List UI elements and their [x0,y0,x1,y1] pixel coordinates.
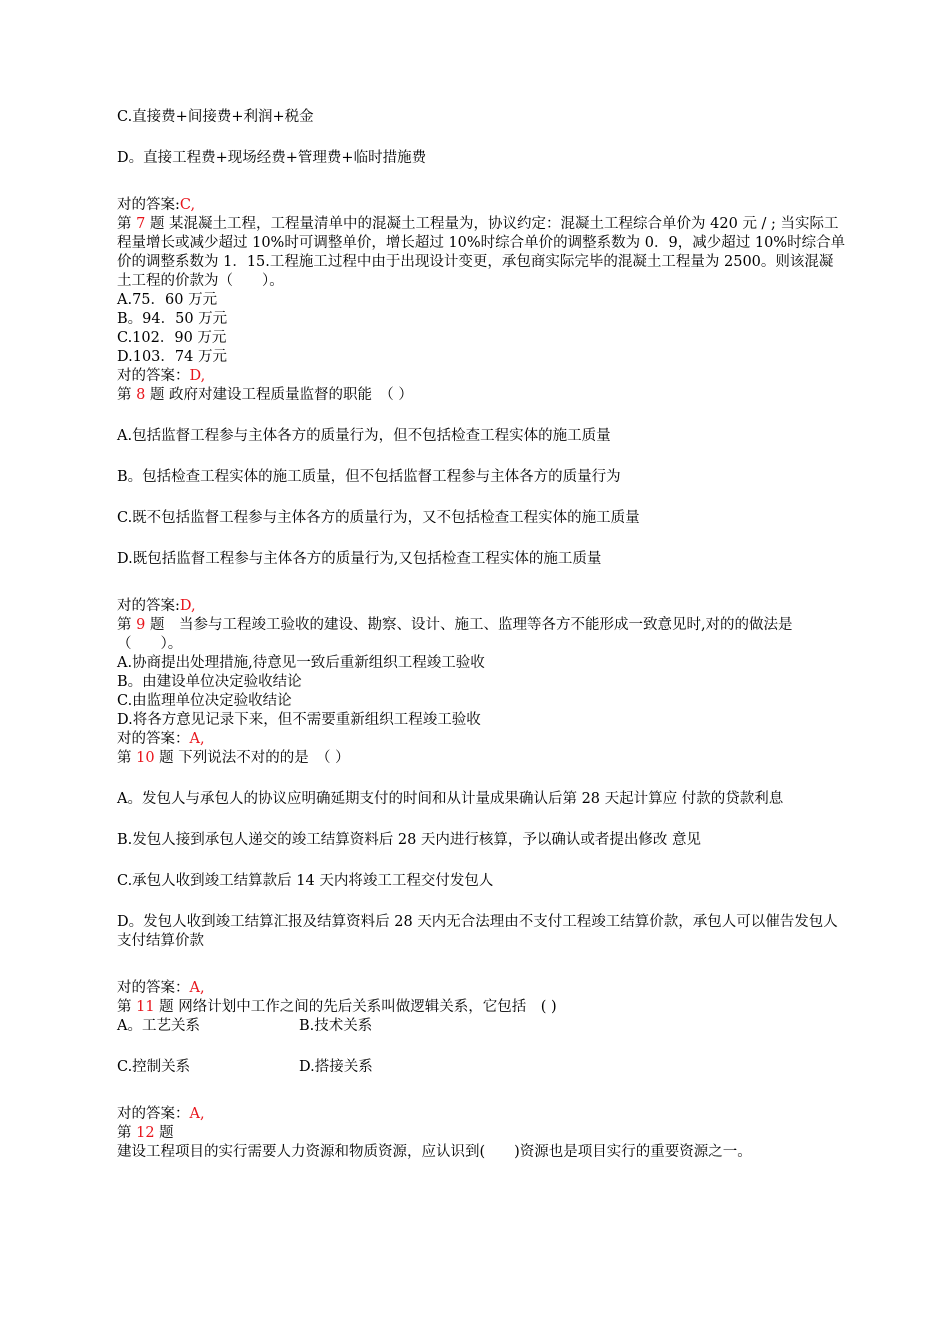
question-text: 网络计划中工作之间的先后关系叫做逻辑关系，它包括 ( ) [173,999,557,1015]
answer-label: 对的答案： [117,368,190,384]
question-suffix: 题 [154,750,174,766]
answer-label: 对的答案： [117,980,190,996]
q11-options-row-2 [117,1058,847,1077]
q10-answer [117,979,847,998]
answer-value: A, [189,1106,205,1122]
answer-value: D, [189,368,206,384]
q6-answer [117,196,847,215]
question-number: 9 [136,617,146,633]
q9-option-a: A.协商提出处理措施,待意见一致后重新组织工程竣工验收 [117,655,485,671]
question-prefix: 第 [117,617,137,633]
question-prefix: 第 [117,750,137,766]
q7-option-c: C.102．90 万元 [117,330,227,346]
q10-option-b: B.发包人接到承包人递交的竣工结算资料后 28 天内进行核算，予以确认或者提出修改 意见 [117,832,702,848]
q8-option-a: A.包括监督工程参与主体各方的质量行为，但不包括检查工程实体的施工质量 [117,428,611,444]
question-number: 12 [136,1125,155,1141]
question-number: 10 [136,750,155,766]
q8-option-c: C.既不包括监督工程参与主体各方的质量行为，又不包括检查工程实体的施工质量 [117,510,640,526]
question-suffix: 题 [145,387,165,403]
question-suffix: 题 [145,216,165,232]
question-number: 8 [136,387,146,403]
q8-option-d: D.既包括监督工程参与主体各方的质量行为,又包括检查工程实体的施工质量 [117,551,602,567]
q8-answer [117,597,847,616]
q11-stem [117,998,847,1017]
answer-value: D, [179,598,196,614]
q9-stem [117,616,847,654]
q7-answer [117,367,847,386]
q10-option-d: D。发包人收到竣工结算汇报及结算资料后 28 天内无合法理由不支付工程竣工结算价款，承包人可以催告发包人支付结算价款 [117,914,838,949]
q7-option-d: D.103．74 万元 [117,349,227,365]
question-prefix: 第 [117,387,137,403]
document-page [117,108,847,1162]
q11-option-d: D.搭接关系 [299,1059,373,1075]
question-number: 7 [136,216,146,232]
q6-option-c: C.直接费+间接费+利润+税金 [117,109,314,125]
question-suffix: 题 [154,999,174,1015]
answer-label: 对的答案： [117,731,190,747]
question-text: 某混凝土工程，工程量清单中的混凝土工程量为，协议约定：混凝土工程综合单价为 420 元 / ; 当实际工程量增长或减少超过 10%时可调整单价，增长超过 10%时综合单价的调整系数为 0．9，减少超过 10%时综合单价的调整系数为 1．15.工程施工过程中由于出现设计变更，承包商实际完毕的混凝土工程量为 2500。则该混凝土工程的价款为（ ）。 [117,216,846,289]
question-suffix: 题 [154,1125,174,1141]
answer-label: 对的答案: [117,197,180,213]
q11-options-row-1 [117,1017,847,1036]
answer-label: 对的答案： [117,1106,190,1122]
q8-stem [117,386,847,405]
q10-option-a: A。发包人与承包人的协议应明确延期支付的时间和从计量成果确认后第 28 天起计算应 付款的贷款利息 [117,791,784,807]
q9-option-b: B。由建设单位决定验收结论 [117,674,302,690]
question-prefix: 第 [117,1125,137,1141]
q9-answer [117,730,847,749]
question-prefix: 第 [117,216,137,232]
question-number: 11 [136,999,155,1015]
question-prefix: 第 [117,999,137,1015]
q11-option-a: A。工艺关系 [117,1018,200,1034]
question-text: 下列说法不对的的是 （ ） [173,750,350,766]
q11-option-c: C.控制关系 [117,1059,191,1075]
q6-option-d: D。直接工程费+现场经费+管理费+临时措施费 [117,150,427,166]
question-text: 政府对建设工程质量监督的职能 （ ） [164,387,413,403]
question-suffix: 题 [145,617,165,633]
q10-stem [117,749,847,768]
q10-option-c: C.承包人收到竣工结算款后 14 天内将竣工工程交付发包人 [117,873,494,889]
q11-option-b: B.技术关系 [299,1018,373,1034]
answer-value: A, [189,731,205,747]
q12-stem: 建设工程项目的实行需要人力资源和物质资源，应认识到( )资源也是项目实行的重要资源之一。 [117,1144,752,1160]
q7-stem [117,215,847,291]
q7-option-b: B。94．50 万元 [117,311,228,327]
answer-value: C, [179,197,196,213]
q7-option-a: A.75．60 万元 [117,292,218,308]
answer-value: A, [189,980,205,996]
q11-answer [117,1105,847,1124]
q9-option-c: C.由监理单位决定验收结论 [117,693,292,709]
question-text: 当参与工程竣工验收的建设、勘察、设计、施工、监理等各方不能形成一致意见时,对的的做法是（ ）。 [117,617,793,652]
q9-option-d: D.将各方意见记录下来，但不需要重新组织工程竣工验收 [117,712,481,728]
q8-option-b: B。包括检查工程实体的施工质量，但不包括监督工程参与主体各方的质量行为 [117,469,621,485]
q12-heading [117,1124,847,1143]
answer-label: 对的答案: [117,598,180,614]
